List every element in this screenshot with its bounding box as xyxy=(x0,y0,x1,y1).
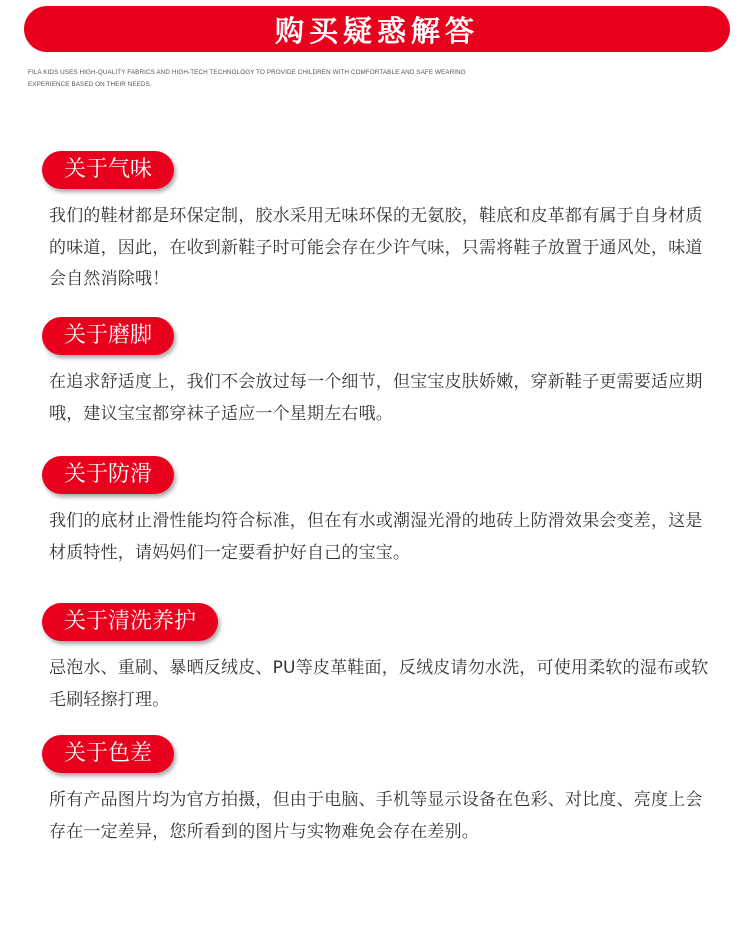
section-heading-antislip: 关于防滑 xyxy=(42,456,174,494)
section-text-care: 忌泡水、重刷、暴晒反绒皮、PU等皮革鞋面，反绒皮请勿水洗，可使用柔软的湿布或软毛刷轻擦打理。 xyxy=(49,658,709,710)
section-text-smell: 我们的鞋材都是环保定制，胶水采用无味环保的无氨胶，鞋底和皮革都有属于自身材质的味道，因此，在收到新鞋子时可能会存在少许气味，只需将鞋子放置于通风处，味道会自然消除哦！ xyxy=(49,206,703,289)
faq-section-smell xyxy=(42,151,712,296)
page-title: 购买疑惑解答 xyxy=(274,13,479,48)
faq-section-care xyxy=(42,603,712,716)
header-banner xyxy=(24,6,730,52)
section-heading-chafing: 关于磨脚 xyxy=(42,317,174,355)
section-heading-smell: 关于气味 xyxy=(42,151,174,189)
section-text-antislip: 我们的底材止滑性能均符合标准，但在有水或潮湿光滑的地砖上防滑效果会变差，这是材质特性，请妈妈们一定要看护好自己的宝宝。 xyxy=(49,511,703,563)
faq-section-chafing xyxy=(42,317,712,430)
faq-section-color xyxy=(42,735,712,848)
section-heading-color: 关于色差 xyxy=(42,735,174,773)
section-heading-care: 关于清洗养护 xyxy=(42,603,218,641)
section-text-color: 所有产品图片均为官方拍摄，但由于电脑、手机等显示设备在色彩、对比度、亮度上会存在一定差异，您所看到的图片与实物难免会存在差别。 xyxy=(49,790,703,842)
brand-subtitle: FILA KIDS USES HIGH-QUALITY FABRICS AND HIGH-TECH TECHNOLOGY TO PROVIDE CHILDREN WITH COMFORTABLE AND SAFE WEARING EXPERIENCE BASED ON THEIR NEEDS. xyxy=(28,69,466,88)
faq-section-antislip xyxy=(42,456,712,569)
section-text-chafing: 在追求舒适度上，我们不会放过每一个细节，但宝宝皮肤娇嫩，穿新鞋子更需要适应期哦，建议宝宝都穿袜子适应一个星期左右哦。 xyxy=(49,372,703,424)
